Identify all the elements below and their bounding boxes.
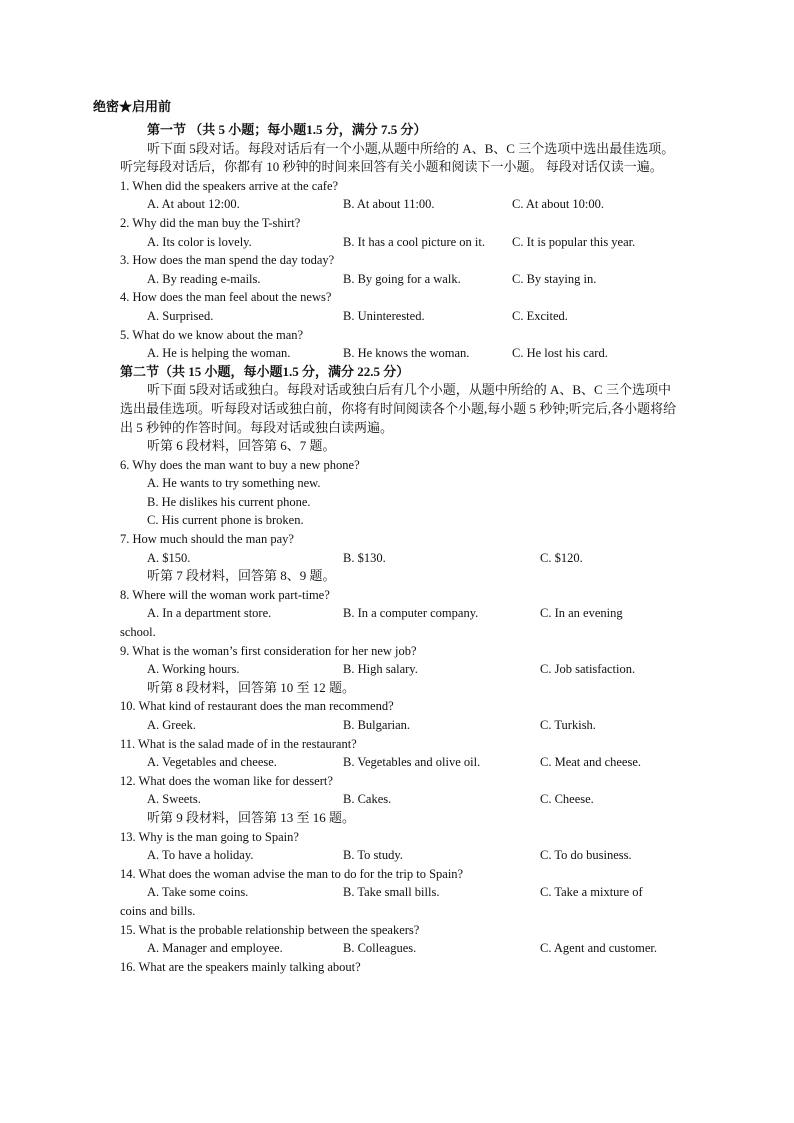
question-1: 1. When did the speakers arrive at the cafe?: [120, 178, 339, 193]
option-14c-continued: coins and bills.: [120, 903, 196, 918]
material-8-note: 听第 8 段材料，回答第 10 至 12 题。: [147, 679, 356, 695]
question-8: 8. Where will the woman work part-time?: [120, 587, 330, 602]
material-7-note: 听第 7 段材料，回答第 8、9 题。: [147, 568, 336, 584]
option-13b: B. To study.: [343, 848, 403, 863]
option-10b: B. Bulgarian.: [343, 718, 411, 732]
option-15c: C. Agent and customer.: [540, 941, 657, 956]
section1-title: 第一节 （共 5 小题；每小题1.5 分，满分 7.5 分）: [147, 122, 427, 137]
option-6b: B. He dislikes his current phone.: [147, 494, 311, 509]
option-3c: C. By staying in.: [512, 271, 597, 286]
question-15: 15. What is the probable relationship between the speakers?: [120, 922, 420, 937]
options-9: [120, 660, 680, 679]
question-13: 13. Why is the man going to Spain?: [120, 829, 299, 844]
option-7b: B. $130.: [343, 550, 386, 565]
question-10: 10. What kind of restaurant does the man recommend?: [120, 699, 394, 714]
options-2: [120, 233, 680, 252]
option-12b: B. Cakes.: [343, 792, 392, 807]
option-15b: B. Colleagues.: [343, 941, 417, 956]
option-1c: C. At about 10:00.: [512, 197, 605, 212]
options-13: [120, 846, 680, 865]
options-11: [120, 753, 680, 772]
confidential-header: 绝密★启用前: [93, 99, 172, 114]
section2-title: 第二节（共 15 小题，每小题1.5 分，满分 22.5 分）: [120, 363, 410, 379]
question-6: 6. Why does the man want to buy a new phone?: [120, 457, 360, 472]
option-8c: C. In an evening: [540, 606, 623, 621]
option-1b: B. At about 11:00.: [343, 197, 435, 212]
options-4: [120, 307, 680, 326]
option-5c: C. He lost his card.: [512, 346, 608, 361]
option-4b: B. Uninterested.: [343, 308, 425, 323]
option-7c: C. $120.: [540, 550, 583, 565]
option-3a: A. By reading e-mails.: [147, 271, 261, 286]
option-10c: C. Turkish.: [540, 718, 596, 732]
question-14: 14. What does the woman advise the man to do for the trip to Spain?: [120, 866, 464, 881]
options-8: [120, 604, 680, 623]
options-10: [120, 716, 680, 735]
option-5b: B. He knows the woman.: [343, 346, 470, 361]
option-6a: A. He wants to try something new.: [147, 476, 321, 491]
option-9b: B. High salary.: [343, 662, 418, 677]
option-11c: C. Meat and cheese.: [540, 755, 642, 770]
options-14: [120, 883, 680, 902]
option-9a: A. Working hours.: [147, 662, 240, 677]
question-16: 16. What are the speakers mainly talking about?: [120, 959, 361, 974]
option-14a: A. Take some coins.: [147, 885, 249, 900]
options-15: [120, 939, 680, 958]
section1-instructions: 听下面 5段对话。每段对话后有一个小题,从题中所给的 A、B、C 三个选项中选出最佳选项。听完每段对话后，你都有 10 秒钟的时间来回答有关小题和阅读下一小题。 每段对话仅读一遍。: [120, 140, 675, 175]
question-9: 9. What is the woman’s first consideration for her new job?: [120, 643, 417, 658]
option-13a: A. To have a holiday.: [147, 848, 254, 863]
option-13c: C. To do business.: [540, 848, 632, 863]
option-8b: B. In a computer company.: [343, 606, 479, 621]
options-7: [120, 549, 680, 568]
options-3: [120, 270, 680, 289]
question-7: 7. How much should the man pay?: [120, 532, 294, 547]
option-11b: B. Vegetables and olive oil.: [343, 755, 481, 770]
material-6-note: 听第 6 段材料，回答第 6、7 题。: [147, 438, 336, 454]
option-8c-continued: school.: [120, 625, 156, 640]
option-14c: C. Take a mixture of: [540, 885, 643, 900]
option-3b: B. By going for a walk.: [343, 271, 461, 286]
option-6c: C. His current phone is broken.: [147, 513, 304, 528]
question-2: 2. Why did the man buy the T-shirt?: [120, 215, 301, 230]
options-5: [120, 344, 680, 363]
material-9-note: 听第 9 段材料，回答第 13 至 16 题。: [147, 809, 356, 825]
option-12c: C. Cheese.: [540, 792, 594, 807]
exam-page: [120, 94, 680, 976]
question-4: 4. How does the man feel about the news?: [120, 290, 332, 305]
option-14b: B. Take small bills.: [343, 885, 440, 900]
options-12: [120, 790, 680, 809]
option-7a: A. $150.: [147, 550, 191, 565]
question-11: 11. What is the salad made of in the restaurant?: [120, 736, 357, 751]
question-3: 3. How does the man spend the day today?: [120, 253, 335, 268]
option-4c: C. Excited.: [512, 308, 568, 323]
option-2b: B. It has a cool picture on it.: [343, 234, 485, 249]
option-8a: A. In a department store.: [147, 606, 272, 621]
option-11a: A. Vegetables and cheese.: [147, 755, 277, 770]
question-5: 5. What do we know about the man?: [120, 327, 304, 342]
option-9c: C. Job satisfaction.: [540, 662, 636, 677]
option-5a: A. He is helping the woman.: [147, 346, 291, 361]
option-1a: A. At about 12:00.: [147, 197, 240, 212]
option-4a: A. Surprised.: [147, 308, 214, 323]
question-12: 12. What does the woman like for dessert?: [120, 773, 333, 788]
option-15a: A. Manager and employee.: [147, 941, 283, 956]
option-2c: C. It is popular this year.: [512, 234, 636, 249]
option-10a: A. Greek.: [147, 718, 196, 732]
option-2a: A. Its color is lovely.: [147, 234, 252, 249]
options-6: [120, 474, 680, 530]
option-12a: A. Sweets.: [147, 792, 201, 807]
options-1: [120, 195, 680, 214]
section2-instructions: 听下面 5段对话或独白。每段对话或独白后有几个小题，从题中所给的 A、B、C 三个选项中选出最佳选项。听每段对话或独白前，你将有时间阅读各个小题,每小题 5 秒钟;听完后,各小题将给出 5 秒钟的作答时间。每段对话或独白读两遍。: [120, 382, 677, 435]
